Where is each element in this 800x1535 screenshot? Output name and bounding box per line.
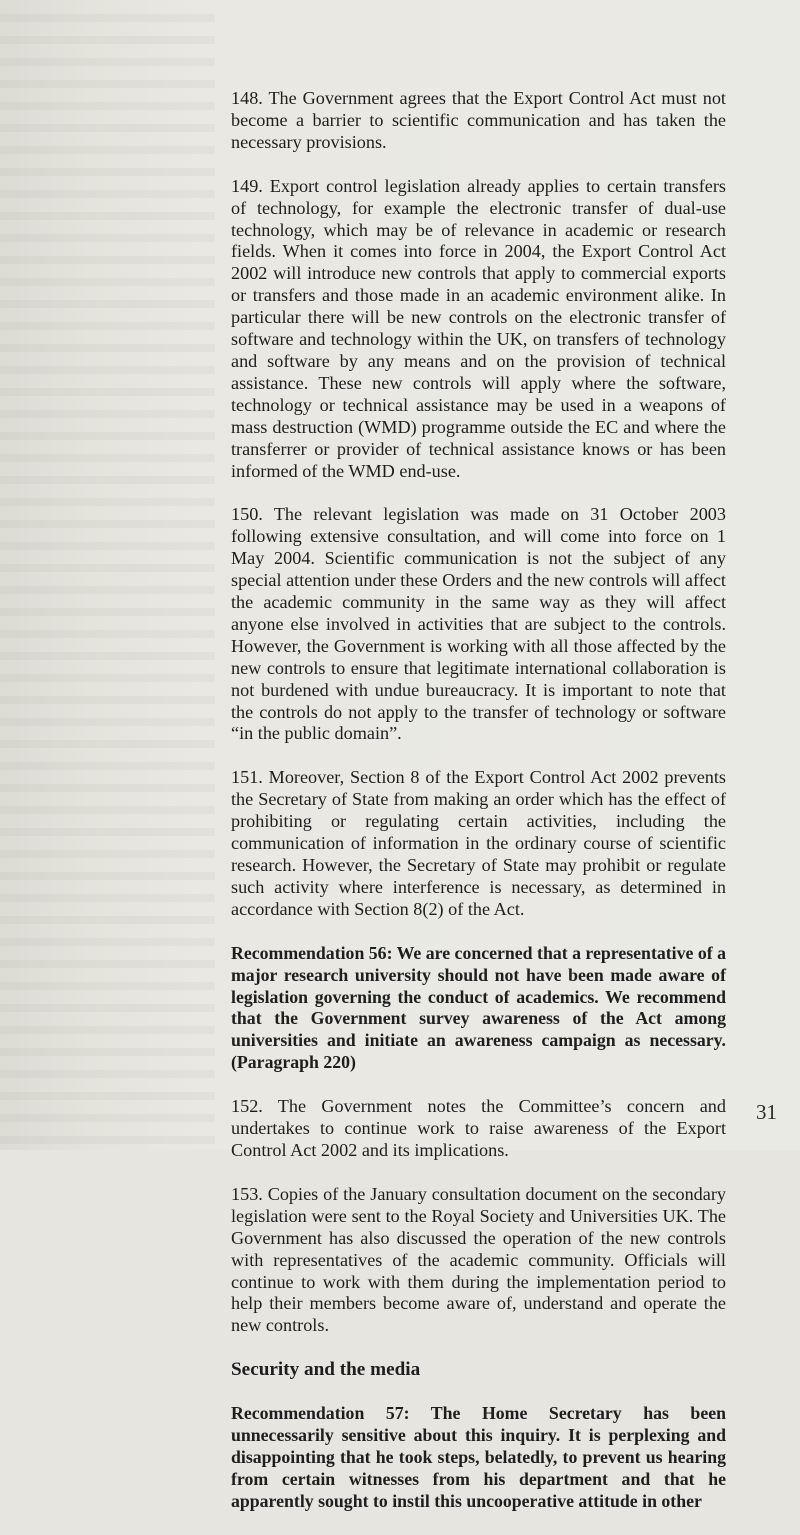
paragraph-149: 149. Export control legislation already applies to certain transfers of technology, for example the electronic transfer of dual-use technology, which may be of relevance in academic or research fields. When it comes into force in 2004, the Export Control Act 2002 will introduce new controls that apply to commercial exports or transfers and those made in an academic environment alike. In particular there will be new controls on the electronic transfer of software and technology within the UK, on transfers of technology and software by any means and on the provision of technical assistance. These new controls will apply where the software, technology or technical assistance may be used in a weapons of mass destruction (WMD) programme outside the EC and where the transferrer or provider of technical assistance knows or has been informed of the WMD end-use. <box>231 175 726 481</box>
paragraph-152: 152. The Government notes the Committee’s concern and undertakes to continue work to raise awareness of the Export Control Act 2002 and its implications. <box>231 1096 726 1160</box>
paragraph-148: 148. The Government agrees that the Export Control Act must not become a barrier to scientific communication and has taken the necessary provisions. <box>231 88 726 152</box>
body-text <box>231 88 726 1535</box>
paragraph-150: 150. The relevant legislation was made on 31 October 2003 following extensive consultation, and will come into force on 1 May 2004. Scientific communication is not the subject of any special attention under these Orders and the new controls will affect the academic community in the same way as they will affect anyone else involved in activities that are subject to the controls. However, the Government is working with all those affected by the new controls to ensure that legitimate international collaboration is not burdened with undue bureaucracy. It is important to note that the controls do not apply to the transfer of technology or software “in the public domain”. <box>231 504 726 744</box>
paragraph-151: 151. Moreover, Section 8 of the Export Control Act 2002 prevents the Secretary of State from making an order which has the effect of prohibiting or regulating certain activities, including the communication of information in the ordinary course of scientific research. However, the Secretary of State may prohibit or regulate such activity where interference is necessary, as determined in accordance with Section 8(2) of the Act. <box>231 767 726 919</box>
recommendation-56: Recommendation 56: We are concerned that a representative of a major research university should not have been made aware of legislation governing the conduct of academics. We recommend that the Government survey awareness of the Act among universities and initiate an awareness campaign as necessary. (Paragraph 220) <box>231 942 726 1073</box>
recommendation-57: Recommendation 57: The Home Secretary has been unnecessarily sensitive about this inquiry. It is perplexing and disappointing that he took steps, belatedly, to prevent us hearing from certain witnesses from his department and that he apparently sought to instil this uncooperative attitude in other <box>231 1403 726 1511</box>
paragraph-153: 153. Copies of the January consultation document on the secondary legislation were sent to the Royal Society and Universities UK. The Government has also discussed the operation of the new controls with representatives of the academic community. Officials will continue to work with them during the implementation period to help their members become aware of, understand and operate the new controls. <box>231 1183 726 1336</box>
bleed-through-shadow <box>0 0 215 1150</box>
page-number: 31 <box>756 1100 777 1124</box>
section-heading: Security and the media <box>231 1359 421 1381</box>
